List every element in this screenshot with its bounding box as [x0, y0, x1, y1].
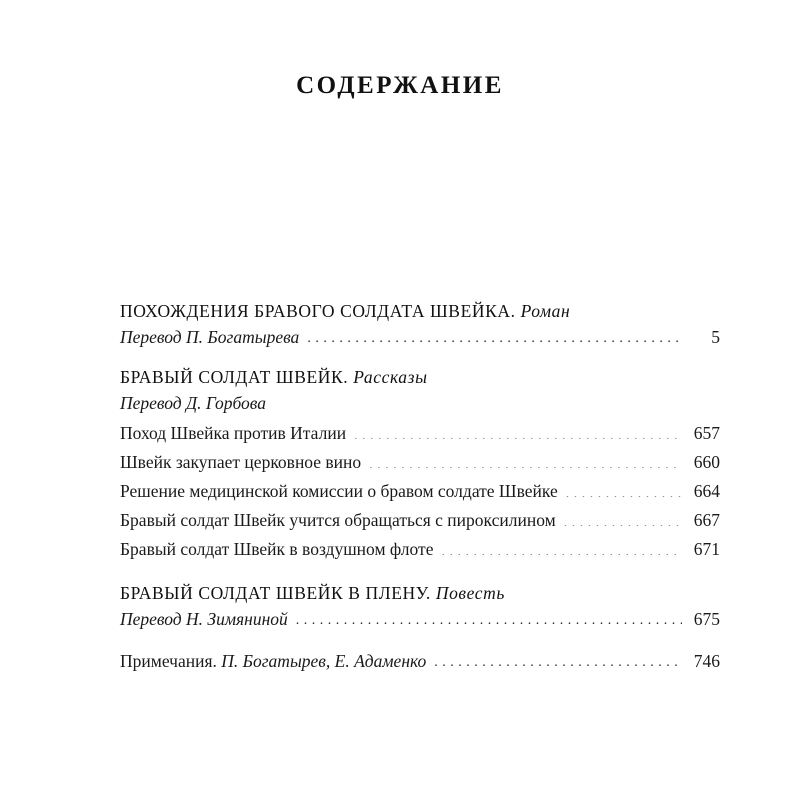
dot-leader: [434, 650, 682, 668]
table-of-contents: [120, 298, 720, 674]
page-number: 671: [693, 539, 720, 559]
notes-authors: П. Богатырев, Е. Адаменко: [221, 651, 427, 671]
section-heading-text: БРАВЫЙ СОЛДАТ ШВЕЙК В ПЛЕНУ.: [120, 583, 431, 603]
page-number: 660: [693, 452, 720, 472]
page-number: 664: [693, 481, 720, 501]
toc-section-notes: [120, 648, 720, 674]
page-number: 657: [693, 423, 720, 443]
toc-entry[interactable]: [120, 535, 720, 564]
entry-title: Решение медицинской комиссии о бравом солдате Швейке: [120, 481, 558, 501]
toc-entry[interactable]: [120, 419, 720, 448]
toc-entry[interactable]: [120, 324, 720, 350]
page-number: 5: [711, 327, 720, 347]
dot-leader: [566, 480, 682, 498]
entry-title: Бравый солдат Швейк учится обращаться с пироксилином: [120, 510, 556, 530]
translator-credit: Перевод Д. Горбова: [120, 393, 267, 413]
toc-entry[interactable]: [120, 606, 720, 632]
entry-title: Поход Швейка против Италии: [120, 423, 347, 443]
dot-leader: [354, 422, 682, 440]
dot-leader: [296, 608, 682, 626]
notes-label-group: [120, 648, 426, 674]
toc-section-stories: [120, 364, 720, 564]
page-title: СОДЕРЖАНИЕ: [296, 72, 504, 99]
section-heading: [120, 580, 720, 606]
section-genre: Роман: [520, 301, 571, 321]
translator-credit: Перевод П. Богатырева: [120, 327, 300, 347]
section-heading-text: ПОХОЖДЕНИЯ БРАВОГО СОЛДАТА ШВЕЙКА.: [120, 301, 516, 321]
toc-entry[interactable]: [120, 506, 720, 535]
dot-leader: [307, 326, 682, 344]
dot-leader: [369, 451, 682, 469]
section-heading: [120, 364, 720, 390]
entry-title: Бравый солдат Швейк в воздушном флоте: [120, 539, 434, 559]
toc-entry[interactable]: [120, 648, 720, 674]
entry-title: Швейк закупает церковное вино: [120, 452, 362, 472]
section-genre: Рассказы: [353, 367, 428, 387]
page-number: 746: [693, 651, 720, 671]
page-number: 667: [693, 510, 720, 530]
section-heading-text: БРАВЫЙ СОЛДАТ ШВЕЙК.: [120, 367, 349, 387]
toc-section-novella: [120, 580, 720, 632]
page-number: 675: [693, 609, 720, 629]
dot-leader: [441, 538, 682, 556]
toc-section-novel: [120, 298, 720, 350]
section-genre: Повесть: [435, 583, 505, 603]
toc-entry[interactable]: [120, 448, 720, 477]
dot-leader: [564, 509, 682, 527]
section-heading: [120, 298, 720, 324]
translator-credit: Перевод Н. Зимяниной: [120, 609, 288, 629]
notes-label: Примечания.: [120, 651, 217, 671]
toc-entry[interactable]: [120, 477, 720, 506]
